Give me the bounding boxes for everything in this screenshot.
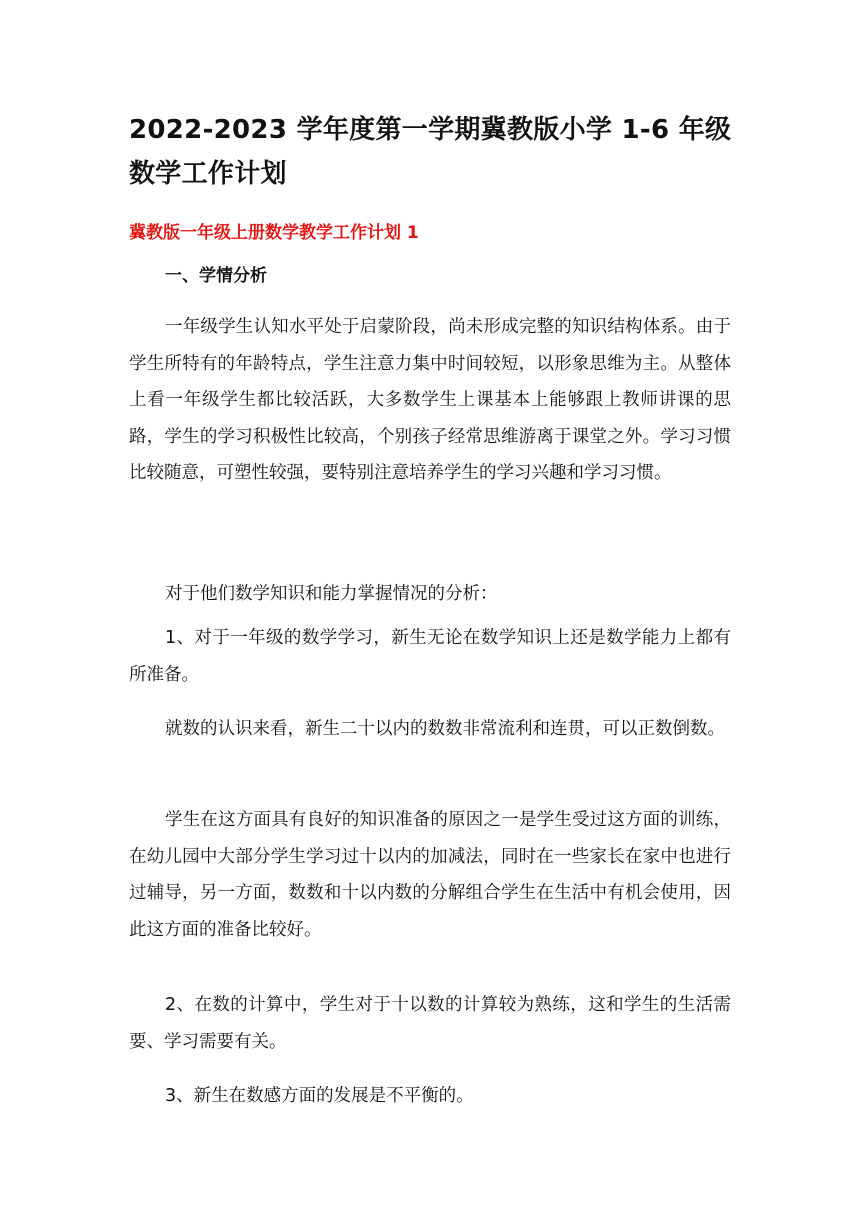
subheading-learning-analysis: 一、学情分析	[165, 266, 267, 286]
paragraph-4: 就数的认识来看，新生二十以内的数数非常流利和连贯，可以正数倒数。	[165, 719, 725, 739]
paragraph-7: 3、新生在数感方面的发展是不平衡的。	[165, 1086, 474, 1106]
paragraph-2: 对于他们数学知识和能力掌握情况的分析：	[165, 584, 498, 604]
paragraph-6: 2、在数的计算中，学生对于十以数的计算较为熟练，这和学生的生活需要、学习需要有关。	[129, 995, 731, 1052]
paragraph-5: 学生在这方面具有良好的知识准备的原因之一是学生受过这方面的训练，在幼儿园中大部分学生学习过十以内的加减法，同时在一些家长在家中也进行过辅导，另一方面，数数和十以内数的分解组合学生在生活中有机会使用，因此这方面的准备比较好。	[129, 810, 731, 940]
paragraph-1: 一年级学生认知水平处于启蒙阶段，尚未形成完整的知识结构体系。由于学生所特有的年龄特点，学生注意力集中时间较短，以形象思维为主。从整体上看一年级学生都比较活跃，大多数学生上课基本上能够跟上教师讲课的思路，学生的学习积极性比较高，个别孩子经常思维游离于课堂之外。学习习惯比较随意，可塑性较强，要特别注意培养学生的学习兴趣和学习习惯。	[129, 317, 731, 483]
paragraph-3: 1、对于一年级的数学学习，新生无论在数学知识上还是数学能力上都有所准备。	[129, 628, 731, 685]
document-title: 2022-2023 学年度第一学期冀教版小学 1-6 年级数学工作计划	[129, 115, 732, 189]
section-title: 冀教版一年级上册数学教学工作计划 1	[129, 223, 419, 243]
